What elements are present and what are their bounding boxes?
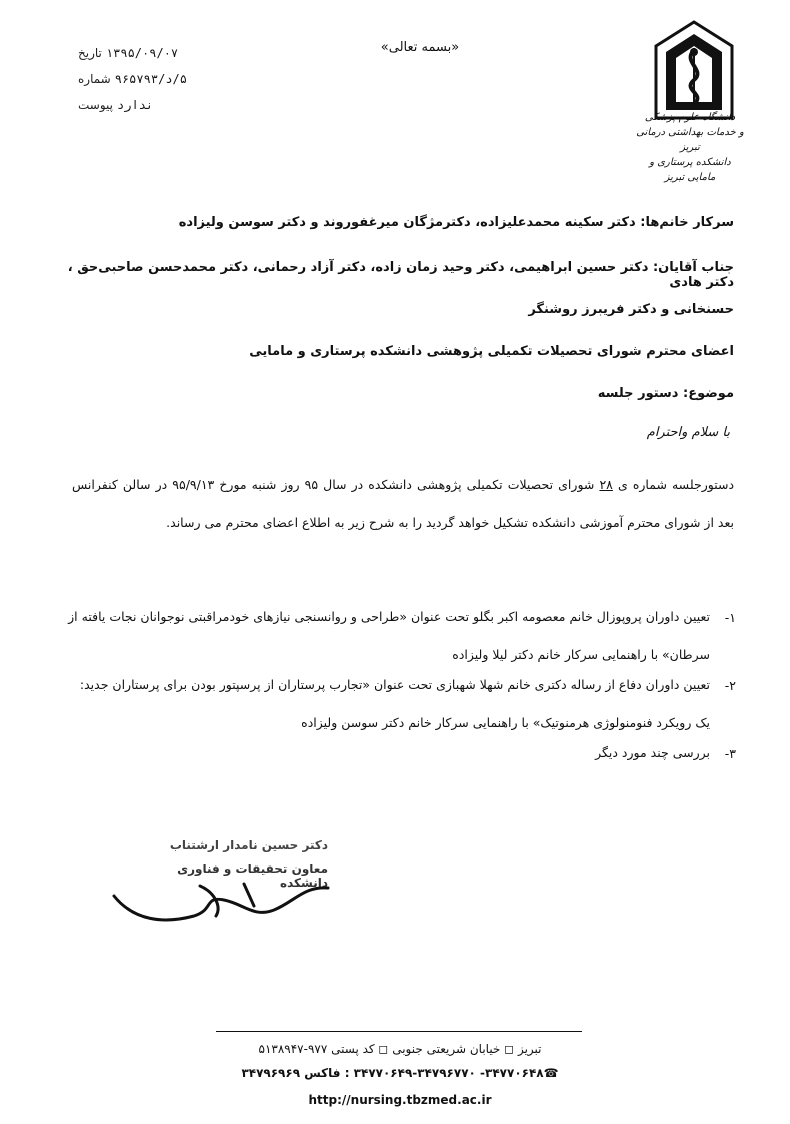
item-number: ۲-: [724, 678, 736, 693]
item-text: تعیین داوران پروپوزال خانم معصومه اکبر بگلو تحت عنوان «طراحی و روانسنجی نیازهای خودمراقبتی نوجوانان نجات یافته از سرطان» با راهنمایی سرکار خانم دکتر لیلا ولیزاده: [68, 609, 710, 662]
agenda-list: [66, 610, 736, 776]
list-item: [66, 678, 736, 742]
footer-address: تبریز ◻ خیابان شریعتی جنوبی ◻ کد پستی ۹۷۷-۵۱۳۸۹۴۷: [258, 1042, 542, 1056]
logo-caption-line: و خدمات بهداشتی درمانی تبریز: [636, 127, 744, 153]
recipients-ladies: سرکار خانم‌ها: دکتر سکینه محمدعلیزاده، دکترمژگان میرغفوروند و دکتر سوسن ولیزاده: [178, 215, 734, 230]
list-item: [66, 610, 736, 674]
item-number: ۳-: [724, 746, 736, 761]
paragraph-rest: شورای تحصیلات تکمیلی پژوهشی دانشکده در سال ۹۵ روز شنبه مورخ ۹۵/۹/۱۳ در سالن کنفرانس بعد از شورای محترم آموزشی دانشکده تشکیل خواهد گردید را به شرح زیر به اطلاع اعضای محترم می رساند.: [72, 477, 734, 530]
recipients-gentlemen: جناب آقایان: دکتر حسین ابراهیمی، دکتر وحید زمان زاده، دکتر آزاد رحمانی، دکتر محمدحسن صاحبی‌حق ، دکتر هادی: [67, 260, 734, 290]
logo-caption: [634, 110, 746, 185]
recipients-gentlemen-cont: حسنخانی و دکتر فریبرز روشنگر: [528, 302, 734, 317]
session-number: ۲۸: [599, 477, 613, 492]
signatory-title: معاون تحقیقات و فناوری دانشکده: [177, 862, 328, 890]
greeting: با سلام واحترام: [646, 425, 730, 440]
item-number: ۱-: [724, 610, 736, 625]
handwritten-signature: [104, 866, 334, 926]
footer-divider: [216, 1031, 582, 1032]
meta-attachment-label: پیوست: [78, 98, 113, 112]
logo-caption-line: دانشکده پرستاری و مامایی تبریز: [649, 157, 731, 183]
meta-date-value: ۱۳۹۵/۰۹/۰۷: [105, 46, 179, 60]
paragraph-lead: دستورجلسه شماره ی: [612, 477, 735, 492]
meta-date-row: [78, 40, 218, 66]
recipients-council: اعضای محترم شورای تحصیلات تکمیلی پژوهشی دانشکده پرستاری و مامایی: [249, 344, 734, 359]
logo-caption-line: دانشگاه علوم پزشکی: [644, 112, 736, 123]
meta-number-value: ۵/د/۹۶۵۷۹۳: [114, 72, 188, 86]
meta-number-row: [78, 66, 218, 92]
item-text: بررسی چند مورد دیگر: [595, 745, 710, 760]
letter-meta: [78, 40, 218, 118]
meta-date-label: تاریخ: [78, 46, 102, 60]
letter-subject: موضوع: دستور جلسه: [597, 386, 734, 401]
meta-number-label: شماره: [78, 72, 111, 86]
meta-attachment-value: ندارد: [117, 98, 154, 112]
bismillah-heading: «بسمه تعالی»: [380, 40, 460, 55]
item-text: تعیین داوران دفاع از رساله دکتری خانم شهلا شهبازی تحت عنوان «تجارب پرستاران از پرسپتور بودن برای پرستاران جدید: یک رویکرد فنومنولوژی هرمنوتیک» با راهنمایی سرکار خانم دکتر سوسن ولیزاده: [79, 677, 710, 730]
footer-website-link[interactable]: http://nursing.tbzmed.ac.ir: [308, 1093, 492, 1107]
body-paragraph: [72, 466, 734, 542]
list-item: [66, 746, 736, 772]
signatory-name: دکتر حسین نامدار ارشتناب: [169, 838, 328, 852]
footer-phones: ☎۳۴۷۷۰۶۴۸- ۳۴۷۷۰۶۴۹-۳۴۷۹۶۷۷۰ : فاکس ۳۴۷۹۶۹۶۹: [241, 1066, 559, 1080]
meta-attachment-row: [78, 92, 218, 118]
